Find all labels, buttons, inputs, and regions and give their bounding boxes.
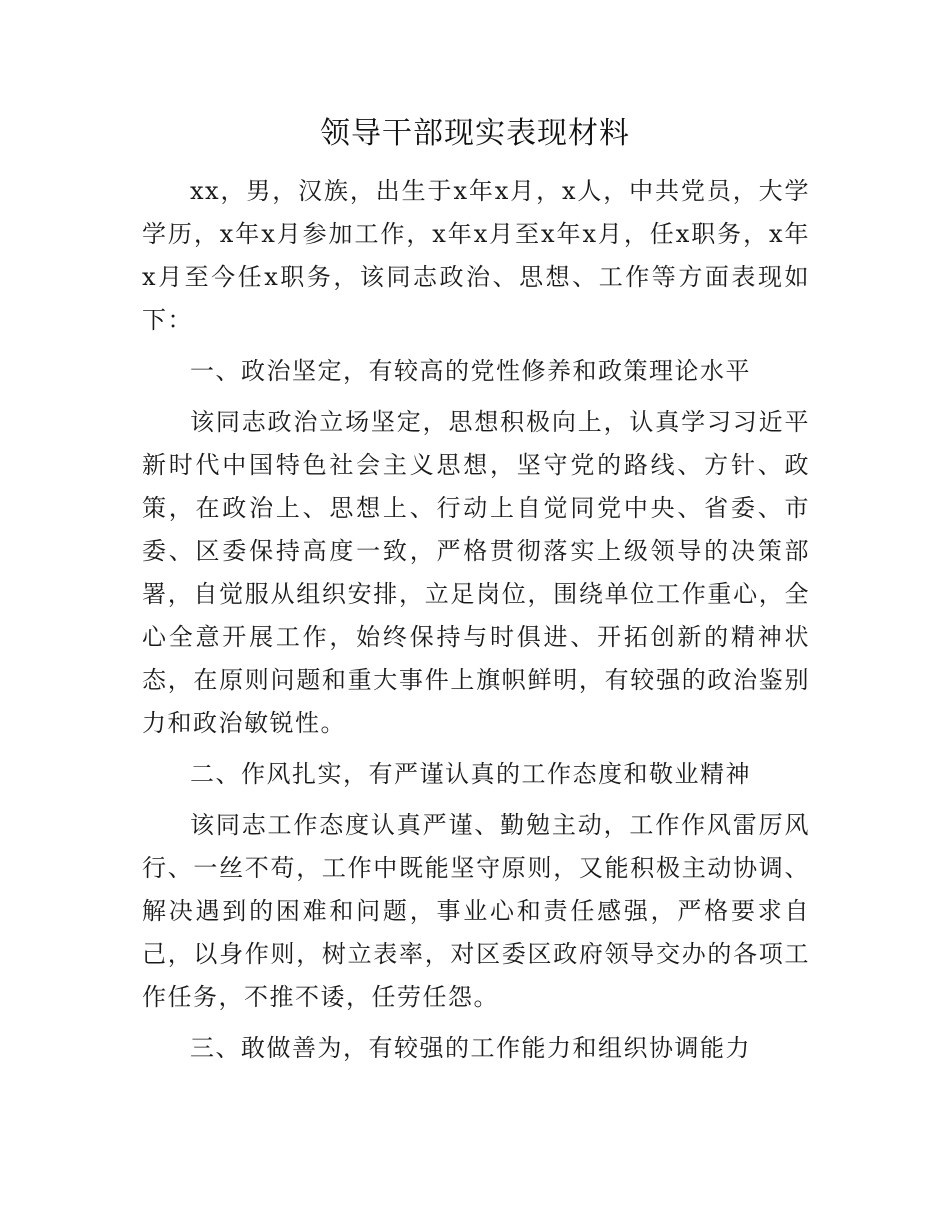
intro-paragraph: xx，男，汉族，出生于x年x月，x人，中共党员，大学学历，x年x月参加工作，x年x月至x年x月，任x职务，x年x月至今任x职务，该同志政治、思想、工作等方面表现如下：	[142, 177, 810, 334]
section-heading-3: 三、敢做善为，有较强的工作能力和组织协调能力	[190, 1034, 751, 1062]
document-title: 领导干部现实表现材料	[320, 116, 630, 151]
section-paragraph-1: 该同志政治立场坚定，思想积极向上，认真学习习近平新时代中国特色社会主义思想，坚守党的路线、方针、政策，在政治上、思想上、行动上自觉同党中央、省委、市委、区委保持高度一致，严格贯彻落实上级领导的决策部署，自觉服从组织安排，立足岗位，围绕单位工作重心，全心全意开展工作，始终保持与时俱进、开拓创新的精神状态，在原则问题和重大事件上旗帜鲜明，有较强的政治鉴别力和政治敏锐性。	[142, 408, 810, 737]
section-paragraph-2: 该同志工作态度认真严谨、勤勉主动，工作作风雷厉风行、一丝不苟，工作中既能坚守原则，又能积极主动协调、解决遇到的困难和问题，事业心和责任感强，严格要求自己，以身作则，树立表率，对区委区政府领导交办的各项工作任务，不推不诿，任劳任怨。	[142, 811, 810, 1011]
section-heading-1: 一、政治坚定，有较高的党性修养和政策理论水平	[190, 357, 751, 385]
section-heading-2: 二、作风扎实，有严谨认真的工作态度和敬业精神	[190, 760, 751, 788]
document-body	[142, 170, 810, 1078]
